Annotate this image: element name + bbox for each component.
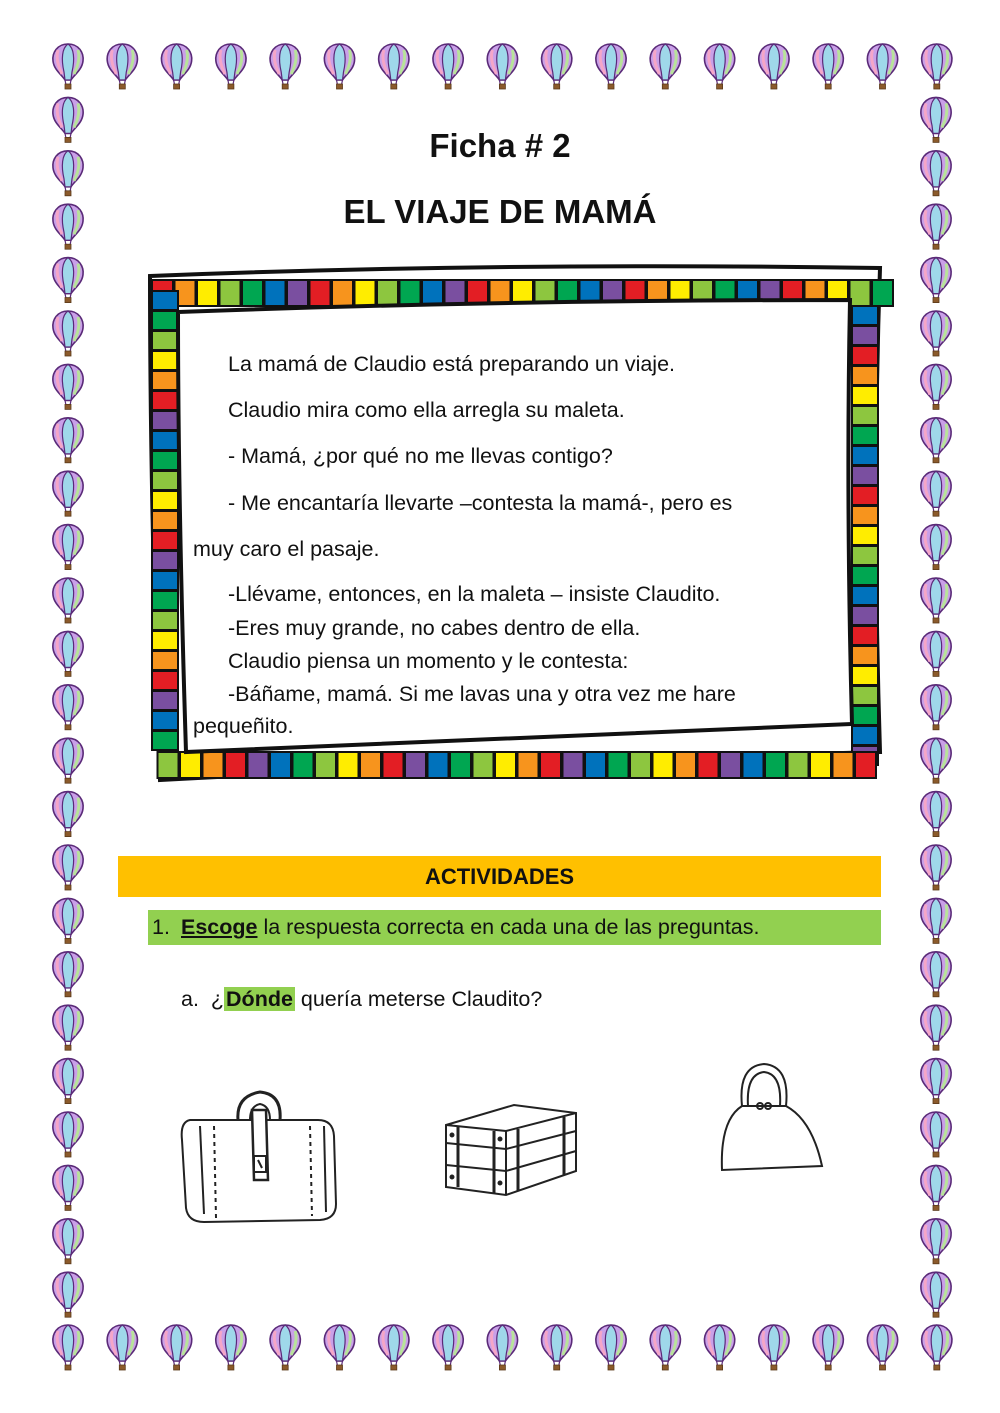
frame-segment xyxy=(852,326,878,345)
frame-segment xyxy=(152,651,178,670)
frame-segment xyxy=(473,752,494,778)
story-line: -Llévame, entonces, en la maleta – insiste Claudito. xyxy=(228,582,721,606)
frame-segment xyxy=(197,280,218,306)
frame-segment xyxy=(152,591,178,610)
frame-segment xyxy=(518,752,539,778)
frame-segment xyxy=(152,711,178,730)
frame-segment xyxy=(675,752,696,778)
frame-segment xyxy=(630,752,651,778)
frame-segment xyxy=(422,280,443,306)
story-line: - Mamá, ¿por qué no me llevas contigo? xyxy=(228,444,613,468)
instruction-keyword: Escoge xyxy=(181,915,258,939)
frame-segment xyxy=(833,752,854,778)
frame-segment xyxy=(850,280,871,306)
frame-segment xyxy=(852,486,878,505)
instruction-rest: la respuesta correcta en cada una de las preguntas. xyxy=(257,915,760,939)
frame-segment xyxy=(152,291,178,310)
story-title: EL VIAJE DE MAMÁ xyxy=(343,193,657,230)
frame-segment xyxy=(355,280,376,306)
frame-segment xyxy=(152,631,178,650)
frame-segment xyxy=(242,280,263,306)
frame-segment xyxy=(270,752,291,778)
frame-segment xyxy=(585,752,606,778)
frame-segment xyxy=(248,752,269,778)
story-line: -Báñame, mamá. Si me lavas una y otra vez me hare xyxy=(228,682,736,706)
frame-segment xyxy=(852,666,878,685)
story-line: -Eres muy grande, no cabes dentro de ella. xyxy=(228,616,641,640)
story-line: muy caro el pasaje. xyxy=(193,537,380,561)
story-line: - Me encantaría llevarte –contesta la mamá-, pero es xyxy=(228,491,733,515)
story-line: Claudio mira como ella arregla su maleta. xyxy=(228,398,625,422)
crate-icon[interactable] xyxy=(436,1095,586,1200)
frame-segment xyxy=(152,411,178,430)
frame-segment xyxy=(152,311,178,330)
frame-segment xyxy=(152,511,178,530)
frame-segment xyxy=(852,686,878,705)
story-line: La mamá de Claudio está preparando un viaje. xyxy=(228,352,676,376)
instruction-text xyxy=(181,910,759,945)
frame-segment xyxy=(152,611,178,630)
frame-segment xyxy=(293,752,314,778)
frame-segment xyxy=(400,280,421,306)
frame-segment xyxy=(743,752,764,778)
instruction-1 xyxy=(148,910,881,945)
frame-segment xyxy=(563,752,584,778)
frame-segment xyxy=(152,331,178,350)
handbag-icon[interactable] xyxy=(712,1060,830,1178)
frame-segment xyxy=(152,451,178,470)
frame-segment xyxy=(383,752,404,778)
frame-segment xyxy=(152,531,178,550)
frame-segment xyxy=(158,752,179,778)
frame-segment xyxy=(810,752,831,778)
frame-segment xyxy=(152,731,178,750)
frame-segment xyxy=(220,280,241,306)
frame-segment xyxy=(852,546,878,565)
frame-segment xyxy=(872,280,893,306)
frame-segment xyxy=(203,752,224,778)
frame-segment xyxy=(332,280,353,306)
frame-segment xyxy=(852,526,878,545)
frame-segment xyxy=(428,752,449,778)
frame-segment xyxy=(315,752,336,778)
frame-segment xyxy=(852,466,878,485)
frame-segment xyxy=(152,391,178,410)
frame-segment xyxy=(287,280,308,306)
frame-segment xyxy=(852,626,878,645)
frame-segment xyxy=(608,752,629,778)
frame-segment xyxy=(152,551,178,570)
frame-segment xyxy=(855,752,876,778)
frame-segment xyxy=(152,351,178,370)
frame-segment xyxy=(152,431,178,450)
frame-segment xyxy=(852,566,878,585)
frame-segment xyxy=(852,306,878,325)
frame-segment xyxy=(788,752,809,778)
question-prefix: ¿ xyxy=(210,987,225,1011)
frame-segment xyxy=(152,491,178,510)
frame-segment xyxy=(377,280,398,306)
frame-segment xyxy=(852,606,878,625)
question-rest: quería meterse Claudito? xyxy=(294,987,543,1011)
frame-segment xyxy=(765,752,786,778)
frame-segment xyxy=(852,386,878,405)
question-keyword: Dónde xyxy=(226,987,293,1011)
frame-segment xyxy=(405,752,426,778)
worksheet-number: Ficha # 2 xyxy=(429,127,571,164)
frame-segment xyxy=(852,646,878,665)
instruction-number: 1. xyxy=(152,915,170,939)
frame-segment xyxy=(653,752,674,778)
frame-segment xyxy=(852,706,878,725)
story-line: pequeñito. xyxy=(193,714,294,738)
frame-segment xyxy=(852,406,878,425)
frame-segment xyxy=(852,726,878,745)
question-letter: a. xyxy=(181,987,199,1011)
question-a xyxy=(181,984,542,1014)
suitcase-icon[interactable] xyxy=(170,1080,350,1230)
frame-segment xyxy=(265,280,286,306)
frame-segment xyxy=(152,471,178,490)
frame-segment xyxy=(225,752,246,778)
frame-segment xyxy=(852,346,878,365)
story-line: Claudio piensa un momento y le contesta: xyxy=(228,649,629,673)
frame-segment xyxy=(698,752,719,778)
frame-segment xyxy=(180,752,201,778)
frame-segment xyxy=(720,752,741,778)
frame-segment xyxy=(152,691,178,710)
activities-heading: ACTIVIDADES xyxy=(118,856,881,897)
frame-segment xyxy=(310,280,331,306)
frame-segment xyxy=(152,671,178,690)
frame-segment xyxy=(152,371,178,390)
frame-segment xyxy=(852,446,878,465)
frame-segment xyxy=(852,586,878,605)
frame-segment xyxy=(852,366,878,385)
frame-segment xyxy=(152,571,178,590)
frame-segment xyxy=(495,752,516,778)
frame-segment xyxy=(852,426,878,445)
frame-segment xyxy=(852,506,878,525)
frame-segment xyxy=(338,752,359,778)
frame-segment xyxy=(450,752,471,778)
frame-segment xyxy=(360,752,381,778)
frame-segment xyxy=(540,752,561,778)
